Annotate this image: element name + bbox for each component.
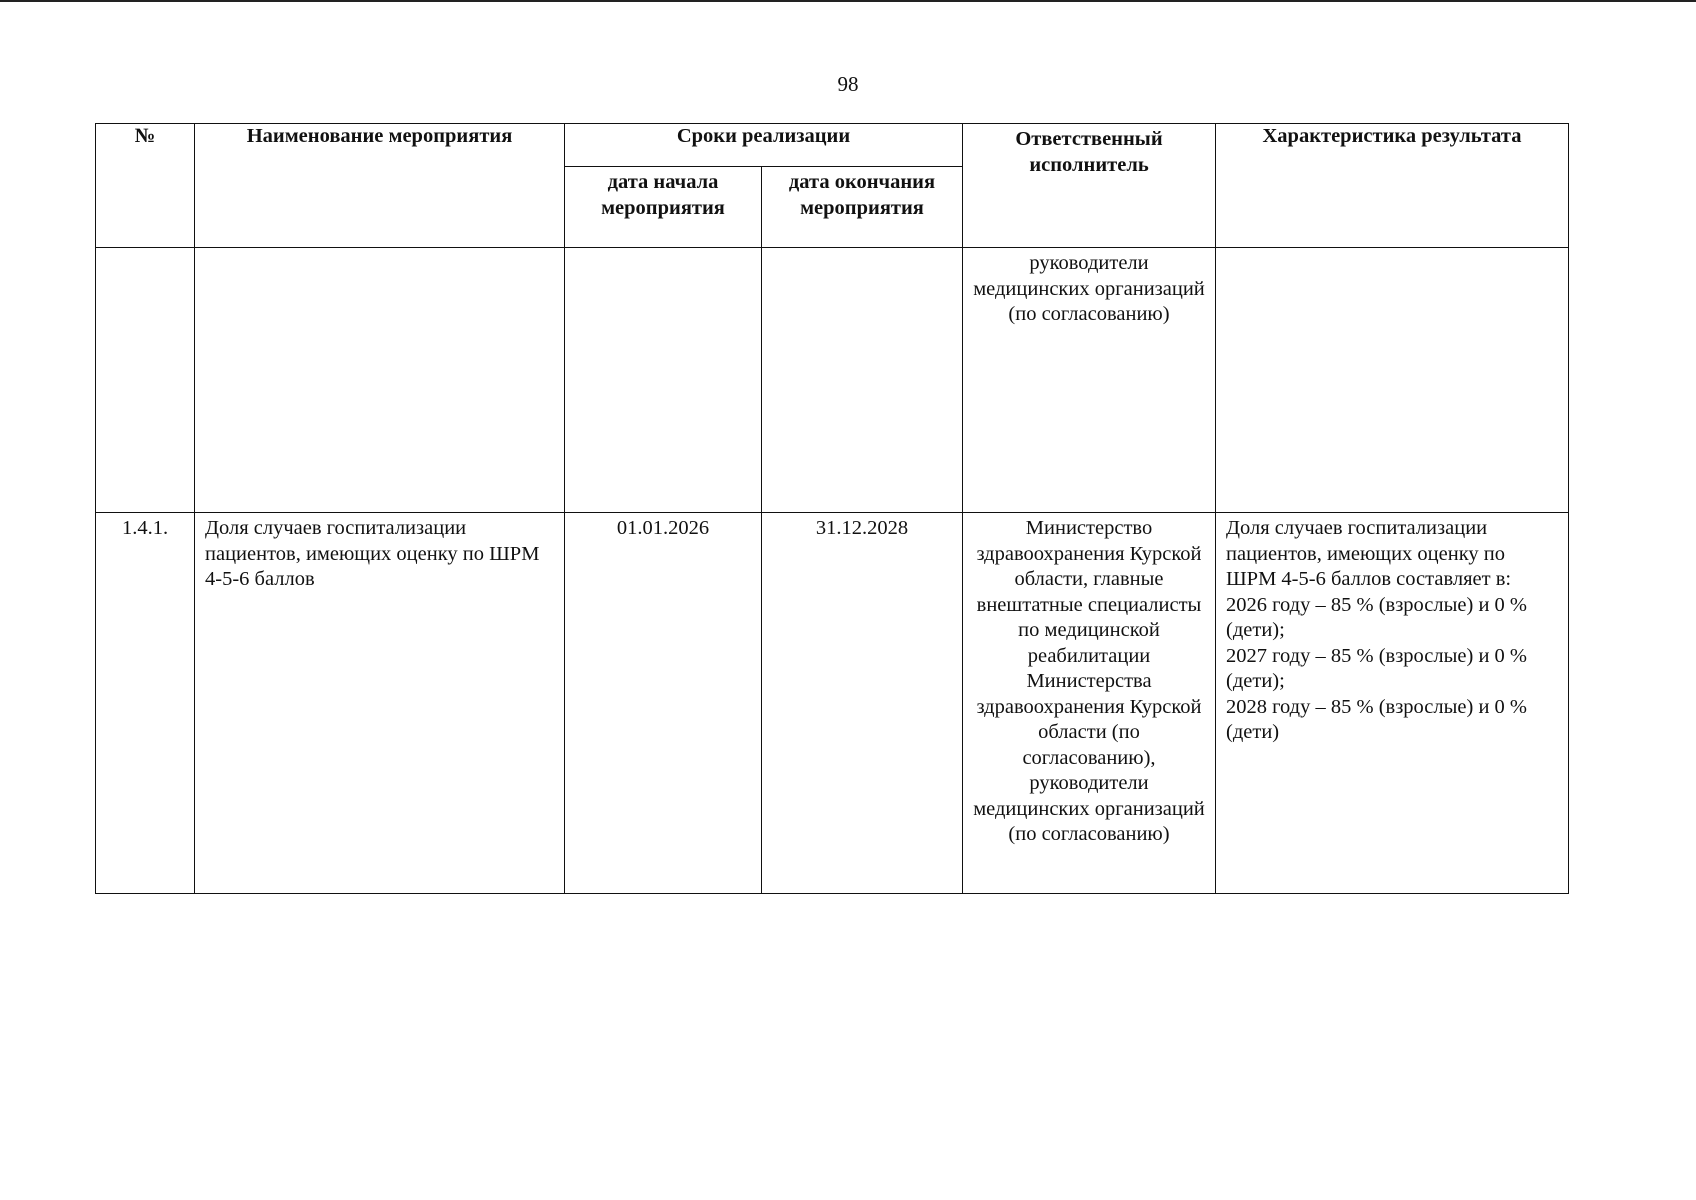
cell-number (96, 513, 195, 894)
page-number: 98 (837, 72, 859, 96)
table-header-row (96, 124, 1569, 167)
cell-result (1216, 513, 1569, 894)
cell-event-name (195, 513, 565, 894)
header-end-date (762, 167, 963, 248)
cell-responsible (963, 513, 1216, 894)
header-start-date-text: дата начала мероприятия (601, 171, 725, 219)
row-responsible: Министерство здравоохранения Курской области, главные внештатные специалисты по медицинской реабилитации Министерства здравоохранения Курской области (по согласованию), руководители медицинских организаций (по согласованию) (973, 517, 1205, 845)
header-responsible-text: Ответственный исполнитель (1015, 128, 1163, 176)
header-start-date (565, 167, 762, 248)
header-number: № (96, 124, 195, 248)
result-intro: Доля случаев госпитализации пациентов, имеющих оценку по ШРМ 4-5-6 баллов составляет в: (1226, 517, 1512, 590)
header-terms: Сроки реализации (565, 124, 963, 167)
cell-result (1216, 248, 1569, 513)
header-end-date-text: дата окончания мероприятия (788, 171, 936, 219)
row-event-name: Доля случаев госпитализации пациентов, имеющих оценку по ШРМ 4-5-6 баллов (205, 517, 540, 590)
row-number: 1.4.1. (121, 517, 169, 539)
table-row (96, 513, 1569, 894)
cell-start-date (565, 513, 762, 894)
result-2028: 2028 году – 85 % (взрослые) и 0 % (дети) (1226, 695, 1528, 743)
cell-end-date (762, 248, 963, 513)
row-result (1216, 513, 1568, 746)
cell-responsible (963, 248, 1216, 513)
result-2026: 2026 году – 85 % (взрослые) и 0 % (дети); (1226, 593, 1528, 641)
header-result: Характеристика результата (1216, 124, 1569, 248)
header-responsible (963, 124, 1216, 248)
continuation-responsible-text: руководители медицинских организаций (по согласованию) (973, 252, 1205, 325)
scan-border (0, 0, 1696, 2)
row-start-date: 01.01.2026 (616, 517, 710, 539)
activities-table (95, 123, 1569, 894)
cell-end-date (762, 513, 963, 894)
result-2027: 2027 году – 85 % (взрослые) и 0 % (дети); (1226, 644, 1528, 692)
cell-number (96, 248, 195, 513)
row-end-date: 31.12.2028 (815, 517, 909, 539)
cell-event-name (195, 248, 565, 513)
cell-start-date (565, 248, 762, 513)
header-event-name: Наименование мероприятия (195, 124, 565, 248)
table-row-continuation (96, 248, 1569, 513)
